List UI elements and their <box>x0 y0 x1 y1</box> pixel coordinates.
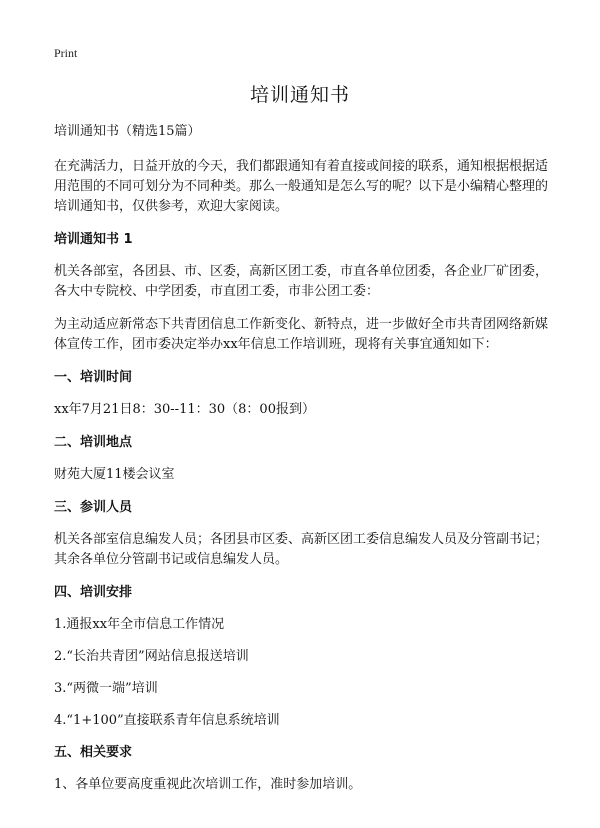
notice-heading: 培训通知书 1 <box>54 232 133 247</box>
section-heading-location: 二、培训地点 <box>54 435 133 450</box>
section-heading-requirements: 五、相关要求 <box>54 745 133 760</box>
section-heading-time: 一、培训时间 <box>54 370 133 385</box>
schedule-item: 3.“两微一端”培训 <box>54 681 158 696</box>
schedule-item: 1.通报xx年全市信息工作情况 <box>54 617 225 632</box>
training-location-text: 财苑大厦11楼会议室 <box>54 467 175 482</box>
requirement-item: 1、各单位要高度重视此次培训工作，准时参加培训。 <box>54 777 362 792</box>
document-subtitle: 培训通知书（精选15篇） <box>54 124 201 139</box>
purpose-paragraph: 为主动适应新常态下共青团信息工作新变化、新特点，进一步做好全市共青团网络新媒体宣传工作，团市委决定举办xx年信息工作培训班，现将有关事宜通知如下： <box>54 317 549 352</box>
section-heading-schedule: 四、培训安排 <box>54 585 133 600</box>
training-time-text: xx年7月21日8：30--11：30（8：00报到） <box>54 402 315 417</box>
schedule-item: 2.“长治共青团”网站信息报送培训 <box>54 649 249 664</box>
schedule-item: 4.“1+100”直接联系青年信息系统培训 <box>54 713 280 728</box>
intro-paragraph: 在充满活力，日益开放的今天，我们都跟通知有着直接或间接的联系，通知根据根据适用范围的不同可划分为不同种类。那么一般通知是怎么写的呢？以下是小编精心整理的培训通知书，仅供参考，欢迎大家阅读。 <box>54 159 549 214</box>
section-heading-participants: 三、参训人员 <box>54 500 133 515</box>
print-link[interactable]: Print <box>54 46 78 60</box>
page-title: 培训通知书 <box>249 84 350 106</box>
recipients-paragraph: 机关各部室，各团县、市、区委，高新区团工委，市直各单位团委，各企业厂矿团委，各大中专院校、中学团委，市直团工委，市非公团工委： <box>54 264 549 299</box>
document-body <box>54 122 552 807</box>
participants-text: 机关各部室信息编发人员；各团县市区委、高新区团工委信息编发人员及分管副书记；其余各单位分管副书记或信息编发人员。 <box>54 532 549 567</box>
